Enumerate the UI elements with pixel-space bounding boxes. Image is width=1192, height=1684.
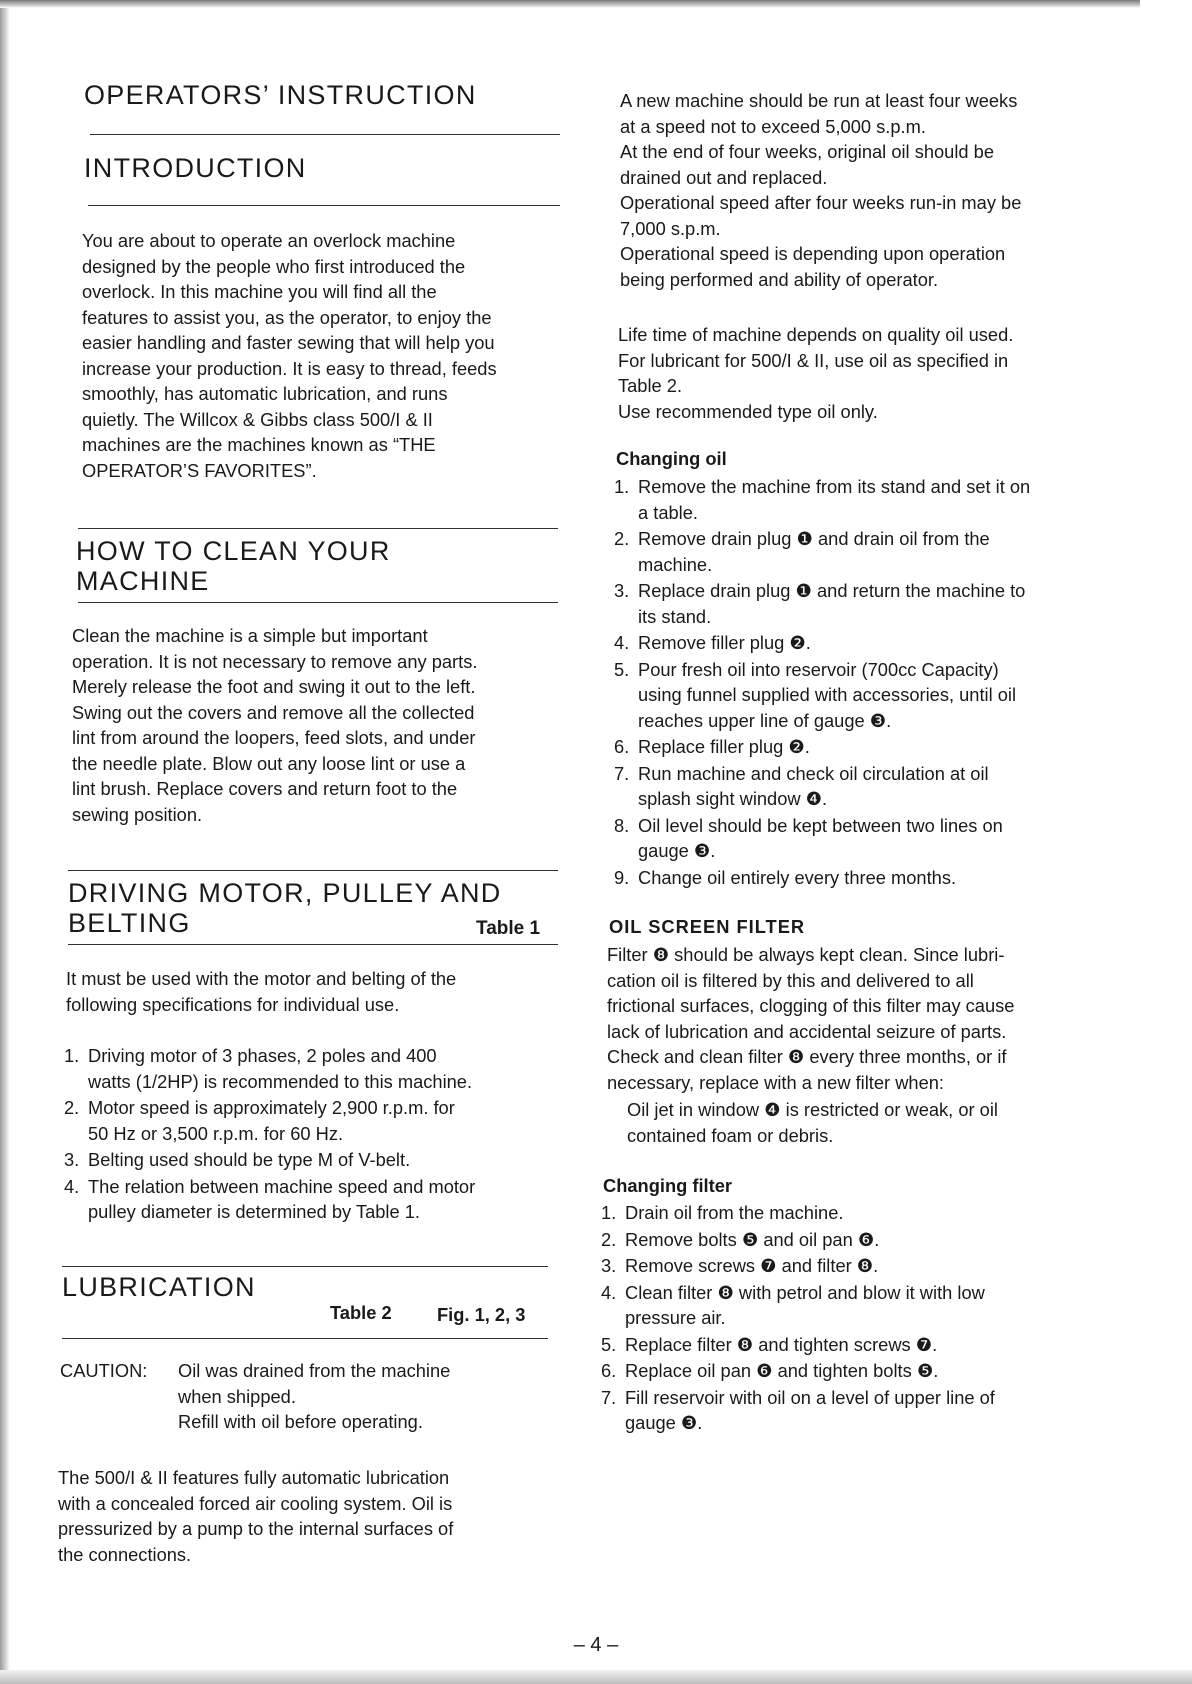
lubrication-fig-ref: Fig. 1, 2, 3 xyxy=(437,1304,526,1325)
lubrication-heading: LUBRICATION xyxy=(62,1272,256,1302)
divider xyxy=(68,870,558,871)
clean-heading: HOW TO CLEAN YOUR MACHINE xyxy=(76,536,391,596)
caution-text: Oil was drained from the machine when shipped. Refill with oil before operating. xyxy=(178,1360,451,1432)
list-item: 5. Pour fresh oil into reservoir (700cc Capacity) using funnel supplied with accessories, until oil reaches upper line of gauge ❸. xyxy=(614,658,1017,731)
divider xyxy=(90,134,560,135)
list-item: 3. Belting used should be type M of V-belt. xyxy=(64,1149,411,1170)
changing-filter-heading: Changing filter xyxy=(603,1175,732,1196)
oil-screen-paragraph: Filter ❽ should be always kept clean. Since lubri- cation oil is filtered by this and delivered to all frictional surfaces, clogging of this filter may cause lack of lubrication and accidental seizure of parts. Check and clean filter ❽ every three months, or if necessary, replace with a new filter when: xyxy=(607,944,1015,1093)
list-item: 8. Oil level should be kept between two lines on gauge ❸. xyxy=(614,814,1003,861)
scan-edge-top xyxy=(0,0,1140,8)
motor-list xyxy=(64,1043,554,1226)
changing-oil-list xyxy=(614,474,1100,891)
divider xyxy=(62,1338,548,1339)
list-item: 2. Remove drain plug ❶ and drain oil from the machine. xyxy=(614,528,990,575)
divider xyxy=(78,602,558,603)
list-item: 2. Remove bolts ❺ and oil pan ❻. xyxy=(601,1228,880,1250)
list-item: 7. Fill reservoir with oil on a level of upper line of gauge ❸. xyxy=(601,1386,995,1433)
list-item: 7. Run machine and check oil circulation at oil splash sight window ❹. xyxy=(614,762,989,809)
motor-heading: DRIVING MOTOR, PULLEY AND BELTING xyxy=(68,878,502,938)
page-number: – 4 – xyxy=(573,1634,619,1656)
list-item: 9. Change oil entirely every three months. xyxy=(614,866,957,888)
clean-paragraph: Clean the machine is a simple but important operation. It is not necessary to remove any parts. Merely release the foot and swing it out to the left. Swing out the covers and remove all the collected lint from around the loopers, feed slots, and under the needle plate. Blow out any loose lint or use a lint brush. Replace covers and return foot to the sewing position. xyxy=(72,625,478,825)
divider xyxy=(78,528,558,529)
list-item: 4. Remove filler plug ❷. xyxy=(614,632,811,653)
motor-paragraph: It must be used with the motor and belting of the following specifications for individual use. xyxy=(66,968,457,1015)
oil-screen-filter-heading: OIL SCREEN FILTER xyxy=(609,916,806,937)
scan-edge-left xyxy=(0,0,10,1684)
divider xyxy=(88,205,560,206)
list-item: 3. Replace drain plug ❶ and return the machine to its stand. xyxy=(614,580,1026,627)
list-item: 2. Motor speed is approximately 2,900 r.p.m. for 50 Hz or 3,500 r.p.m. for 60 Hz. xyxy=(64,1097,455,1144)
caution-label: CAUTION: xyxy=(60,1360,148,1381)
divider xyxy=(62,1266,548,1267)
scan-edge-bottom xyxy=(0,1670,1192,1684)
runin-paragraph: A new machine should be run at least four weeks at a speed not to exceed 5,000 s.p.m. At the end of four weeks, original oil should be drained out and replaced. Operational speed after four weeks run-in may be 7,000 s.p.m. Operational speed is depending upon operation being performed and ability of operator. xyxy=(620,90,1022,290)
motor-table-ref: Table 1 xyxy=(476,918,541,939)
list-item: 5. Replace filter ❽ and tighten screws ❼. xyxy=(601,1333,938,1355)
lubrication-table-ref: Table 2 xyxy=(330,1302,392,1323)
list-item: 6. Replace filler plug ❷. xyxy=(614,736,810,757)
lubrication-paragraph: The 500/I & II features fully automatic lubrication with a concealed forced air cooling system. Oil is pressurized by a pump to the internal surfaces of the connections. xyxy=(58,1467,454,1565)
divider xyxy=(68,944,558,945)
list-item: 4. Clean filter ❽ with petrol and blow it with low pressure air. xyxy=(601,1281,985,1328)
lifetime-paragraph: Life time of machine depends on quality oil used. For lubricant for 500/I & II, use oil as specified in Table 2. Use recommended type oil only. xyxy=(618,324,1014,422)
changing-oil-heading: Changing oil xyxy=(616,448,727,469)
changing-filter-list xyxy=(601,1200,1091,1437)
list-item: 1. Remove the machine from its stand and set it on a table. xyxy=(614,476,1031,523)
oil-screen-indent: Oil jet in window ❹ is restricted or weak, or oil contained foam or debris. xyxy=(627,1099,998,1146)
list-item: 1. Drain oil from the machine. xyxy=(601,1202,844,1223)
list-item: 1. Driving motor of 3 phases, 2 poles and 400 watts (1/2HP) is recommended to this machine. xyxy=(64,1045,473,1092)
intro-paragraph: You are about to operate an overlock machine designed by the people who first introduced the overlock. In this machine you will find all the features to assist you, as the operator, to enjoy the easier handling and faster sewing that will help you increase your production. It is easy to thread, feeds smoothly, has automatic lubrication, and runs quietly. The Willcox & Gibbs class 500/I & II machines are the machines known as “THE OPERATOR’S FAVORITES”. xyxy=(82,230,497,481)
page-title: OPERATORS’ INSTRUCTION xyxy=(84,80,477,110)
list-item: 6. Replace oil pan ❻ and tighten bolts ❺. xyxy=(601,1360,939,1381)
list-item: 4. The relation between machine speed and motor pulley diameter is determined by Table 1. xyxy=(64,1175,476,1222)
intro-heading: INTRODUCTION xyxy=(84,153,307,183)
list-item: 3. Remove screws ❼ and filter ❽. xyxy=(601,1255,879,1276)
